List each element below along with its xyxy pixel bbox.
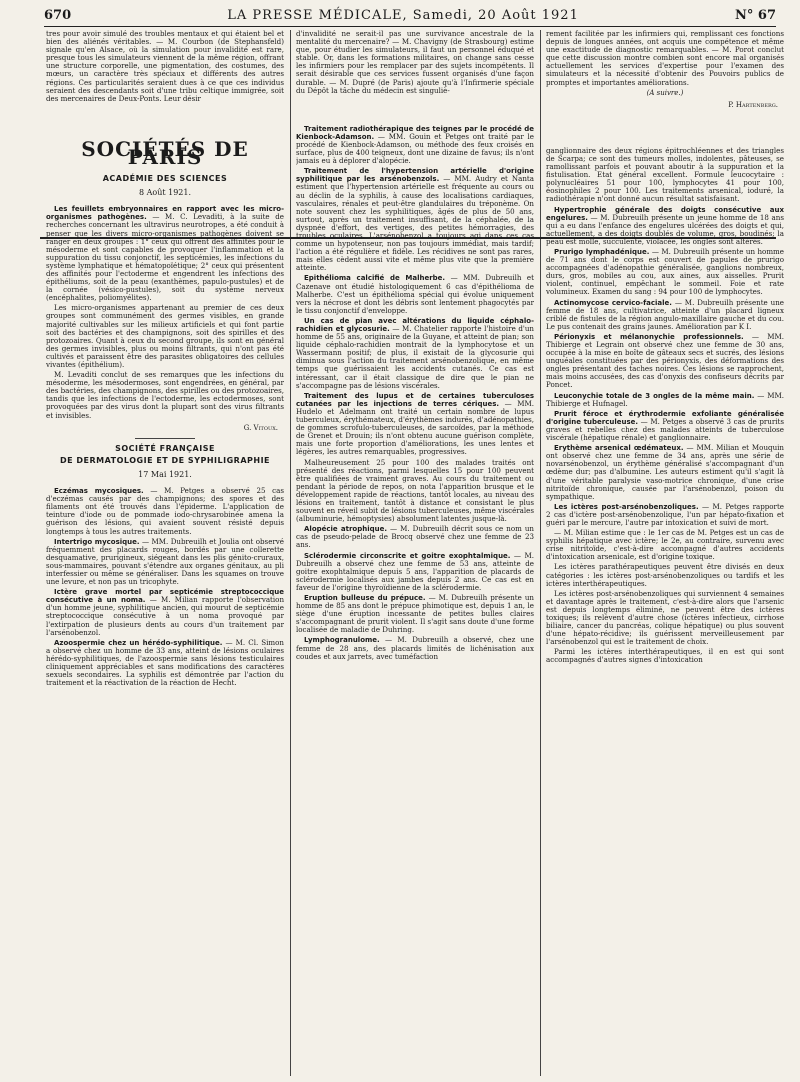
article-paragraph: Azoospermie chez un hérédo-syphilitique. — M. Cl. Simon a observé chez un homme de 33 ans, atteint de lésions oculaires hérédo-syphilitiques, de l'azoospermie sans lésions testiculaires cliniquement appréciables et sans modifications des caractères sexuels secondaires. La syphilis est démontrée par l'action du traitement et la réactivation de la réaction de Hecht. <box>46 637 284 688</box>
society-date: 17 Mai 1921. <box>138 469 192 479</box>
column-divider <box>540 30 541 1076</box>
article-paragraph: Les micro-organismes appartenant au premier de ces deux groupes sont communément des germes visibles, en grande majorité cultivables sur les milieux artificiels et qui font partie soit des bactéries et des champignons, soit des spirilles et des protozoaires. Quant à ceux du second groupe, ils sont en général des germes invisibles, plus ou moins filtrants, qui n'ont pas été cultivés et paraissent être des parasites obligatoires des cellules vivantes (épithélium). <box>46 303 284 369</box>
article-paragraph: Epithélioma calcifié de Malherbe. — MM. Dubreuilh et Cazenave ont étudié histologiquement 6 cas d'épithélioma de Malherbe. C'est un épithélioma spécial qui évolue uniquement vers la nécrose et dont les débris sont lentement phagocytés par le tissu conjonctif d'enveloppe. <box>296 273 534 315</box>
article-paragraph: Un cas de pian avec altérations du liquide céphalo-rachidien et glycosurie. — M. Chatelier rapporte l'histoire d'un homme de 55 ans, originaire de la Guyane, et atteint de pian; son liquide céphalo-rachidien montrait de la lymphocytose et un Wassermann positif; de plus, il existait de la glycosurie qui diminua sous l'action du traitement arsénobenzolique, en même temps que guérissaient les accidents cutanés. Ce cas est intéressant, car il était classique de dire que le pian ne s'accompagne pas de lésions viscérales. <box>296 316 534 390</box>
article-paragraph: Lymphogranulome. — M. Dubreuilh a observé, chez une femme de 28 ans, des placards limités de lichénisation aux coudes et aux jarrets, avec tuméfaction <box>296 635 534 661</box>
article-paragraph: Les ictères post-arsénobenzoliques. — M. Petges rapporte 2 cas d'ictère post-arsénobenzolique, l'un par hépato-fixation et guéri par le mercure, l'autre par intoxication et suivi de mort. <box>546 501 784 527</box>
article-paragraph: Malheureusement 25 pour 100 des malades traités ont présenté des réactions, parmi lesquelles 15 pour 100 peuvent être qualifiées de vraiment graves. Au cours du traitement ou pendant la période de repos, on nota l'apparition brusque et le développement rapide de réactions, tantôt locales, au niveau des lésions en traitement, tantôt à distance et consistant le plus souvent en réveil subit de lésions tuberculeuses, même viscérales (albuminurie, hémoptysies) absolument latentes jusque-là. <box>296 457 534 524</box>
article-paragraph: Actinomycose cervico-faciale. — M. Dubreuilh présente une femme de 18 ans, cultivatrice, atteinte d'un placard ligneux criblé de fistules de la région angulo-maxillaire gauche et du cou. Le pus contenait des grains jaunes. Amélioration par K I. <box>546 297 784 331</box>
column-2 <box>296 30 534 1076</box>
article-paragraph: Sclérodermie circonscrite et goitre exophtalmique. — M. Dubreuilh a observé chez une femme de 53 ans, atteinte de goitre exophtalmique depuis 5 ans, l'apparition de placards de sclérodermie localisés aux jambes depuis 2 ans. Ce cas est en faveur de l'origine thyroïdienne de la sclérodermie. <box>296 550 534 592</box>
article-paragraph: Eruption bulleuse du prépuce. — M. Dubreuilh présente un homme de 85 ans dont le prépuce phimotique est, depuis 1 an, le siège d'une éruption incessante de petites bulles claires s'accompagnant de prurit violent. Il s'agit sans doute d'une forme localisée de maladie de Duhring. <box>296 593 534 635</box>
article-paragraph: Ictère grave mortel par septicémie streptococcique consécutive à un noma. — M. Milian rapporte l'observation d'un homme jeune, syphilitique ancien, qui mourut de septicémie streptococcique consécutive à un noma provoqué par l'extirpation de plusieurs dents au cours d'un traitement par l'arsénobenzol. <box>46 588 284 637</box>
column-divider <box>290 30 291 1076</box>
article-paragraph: Eczémas mycosiques. — M. Petges a observé 25 cas d'eczémas causés par des champignons; des spores et des filaments ont été trouvés dans l'épiderme. L'application de teinture d'iode ou de pommade iodo-chrysarobinée amena la guérison des lésions, qui avaient souvent résisté depuis longtemps à tous les autres traitements. <box>46 486 284 536</box>
article-paragraph: Les ictères parathérapeutiques peuvent être divisés en deux catégories : les ictères post-arsénobenzoliques ou tardifs et les ictères interthérapeutiques. <box>546 562 784 588</box>
signature: P. Hartenberg. <box>728 100 778 109</box>
article-paragraph: Leuconychie totale de 3 ongles de la même main. — MM. Thibierge et Hufnagel. <box>546 390 784 408</box>
article-paragraph: Les feuillets embryonnaires en rapport avec les micro-organismes pathogènes. — M. C. Levaditi, à la suite de recherches concernant les ultravirus neurotropes, a été conduit à penser que les divers micro-organismes pathogènes doivent se ranger en deux groupes : 1° ceux qui offrent des affinités pour le mésoderme et sont capables de provoquer l'inflammation et la suppuration du tissu conjonctif, les septicémies, les infections du système lymphatique et hématopoïétique; 2° ceux qui présentent des affinités pour l'ectoderme et engendrent les infections des épithéliums, soit de la peau (exanthèmes, papulo-pustules) et de la cornée (vésico-pustules), soit du système nerveux (encéphalites, poliomyélites). <box>46 205 284 303</box>
article-paragraph: Prurigo lymphadénique. — M. Dubreuilh présente un homme de 71 ans dont le corps est couvert de papules de prurigo accompagnées d'adénopathie généralisée, ganglions nombreux, durs, gros, mobiles au cou, aux aines, aux aisselles. Prurit violent, continuel, empêchant le sommeil. Foie et rate volumineux. Examen du sang : 94 pour 100 de lymphocytes. <box>546 246 784 297</box>
article-paragraph: Traitement radiothérapique des teignes par le procédé de Kienbock-Adamson. — MM. Gouin et Petges ont traité par le procédé de Kienbock-Adamson, ou méthode des feux croisés en surface, plus de 400 teigneux, dont une dizaine de favus; ils n'ont jamais eu à déplorer d'alopécie. <box>296 124 534 166</box>
top-text-col2: d'invalidité ne serait-il pas une survivance ancestrale de la mentalité du mercenaire? — M. Chavigny (de Strasbourg) estime que, pour étudier les simulateurs, il faut un personnel éduqué et stable. Or, dans les formations militaires, on change sans cesse les infirmiers pour les remplacer par des sujets incompétents. Il serait désirable que ces services fussent organisés d'une façon durable. — M. Dupré (de Paris) ajoute qu'à l'Infirmerie spéciale du Dépôt la tâche du médecin est singuliè- <box>296 30 534 95</box>
article-paragraph: Prurit féroce et érythrodermie exfoliante généralisée d'origine tuberculeuse. — M. Petges a observé 3 cas de prurits graves et rebelles chez des malades atteints de tuberculose viscérale (hépatique rénale) et ganglionnaire. <box>546 409 784 443</box>
article-paragraph: Intertrigo mycosique. — MM. Dubreuilh et Joulia ont observé fréquemment des placards rouges, bordés par une collerette desquamative, prurigineux, siégeant dans les plis génito-cruraux, sous-mammaires, pouvant s'étendre aux organes génitaux, au pli interfessier ou même se généraliser. Dans les squames on trouve une levure, et non pas un tricophyte. <box>46 536 284 587</box>
signature: G. Vitoux. <box>243 423 278 432</box>
to-be-continued: (A suivre.) <box>646 88 684 97</box>
journal-title: LA PRESSE MÉDICALE, Samedi, 20 Août 1921 <box>227 7 579 23</box>
article-paragraph: Traitement des lupus et de certaines tuberculoses cutanées par les injections de terres cériques. — MM. Hudelo et Adelmann ont traité un certain nombre de lupus tuberculeux, érythémateux, d'érythèmes indurés, d'adénopathies, de gommes scrofulo-tuberculeuses, de sarcoïdes, par la méthode de Grenet et Drouin; ils n'ont obtenu aucune guérison complète, mais une forte proportion d'améliorations, les unes lentes et légères, les autres remarquables, progressives. <box>296 391 534 457</box>
article-paragraph: — M. Milian estime que : le 1er cas de M. Petges est un cas de syphilis hépatique avec ictère; le 2e, au contraire, survenu avec crise nitritoïde, c'est-à-dire accompagné d'autres accidents d'intoxication arsenicale, est d'origine toxique. <box>546 528 784 562</box>
article-paragraph: M. Levaditi conclut de ses remarques que les infections du mésoderme, les mésodermoses, sont engendrées, en général, par des bactéries, des champignons, des spirilles ou des protozoaires, tandis que les infections de l'ectoderme, les ectodermoses, sont provoquées par des virus dont la plupart sont des virus filtrants et invisibles. <box>46 370 284 420</box>
society-heading-2: DE DERMATOLOGIE ET DE SYPHILIGRAPHIE <box>59 455 271 465</box>
page-number: 670 <box>44 7 72 23</box>
article-paragraph: Traitement de l'hypertension artérielle d'origine syphilitique par les arsénobenzols. — MM. Audry et Nanta estiment que l'hypertension artérielle est fréquente au cours ou au déclin de la syphilis, à cause des localisations cardiaques, vasculaires, rénales et peut-être glandulaires du tréponème. On note souvent chez les syphilitiques, âgés de plus de 50 ans, surtout, après un traitement insuffisant, de la céphalée, de la dyspnée d'effort, des vertiges, des petites hémorragies, des troubles oculaires. L'arsénobenzol a toujours agi dans ces cas comme un hypotenseur, non pas toujours immédiat, mais tardif; l'action a été régulière et fidèle. Les récidives ne sont pas rares, mais elles cèdent aussi vite et même plus vite que la première atteinte. <box>296 167 534 273</box>
article-paragraph: Parmi les ictères interthérapeutiques, il en est qui sont accompagnés d'autres signes d'intoxication <box>546 647 784 665</box>
article-paragraph: Alopécie atrophique. — M. Dubreuilh décrit sous ce nom un cas de pseudo-pelade de Brocq observé chez une femme de 23 ans. <box>296 524 534 550</box>
divider <box>135 438 195 439</box>
page-header <box>44 4 776 27</box>
article-paragraph: Erythème arsenical œdémateux. — MM. Milian et Mouquin ont observé chez une femme de 34 ans, après une série de novarsénobenzol, un érythème généralisé s'accompagnant d'un œdème dur; pas d'albumine. Les auteurs estiment qu'il s'agit là d'une véritable paralysie vaso-motrice chronique, d'une crise nitritoïde chronique, causée par l'arsénobenzol, poison du sympathique. <box>546 443 784 501</box>
issue-number: N° 67 <box>734 7 776 23</box>
columns <box>40 30 784 1076</box>
article-paragraph: Hypertrophie générale des doigts consécutive aux engelures. — M. Dubreuilh présente un jeune homme de 18 ans qui a eu dans l'enfance des engelures ulcérées des doigts et qui, actuellement, a des doigts doublés de volume, gros, boudinés; la peau est molle, succulente, violacée, les ongles sont altérés. <box>546 205 784 246</box>
article-paragraph: Les ictères post-arsénobenzoliques qui surviennent 4 semaines et davantage après le traitement, c'est-à-dire alors que l'arsenic est depuis longtemps éliminé, ne peuvent être des ictères toxiques; ils relèvent d'autre chose (ictères infectieux, cirrhose biliaire, cancer du pancréas, colique hépatique) ou plus souvent d'une hépato-récidive; ils guérissent merveilleusement par l'arsénobenzol qui est le traitement de choix. <box>546 588 784 647</box>
academie-date: 8 Août 1921. <box>138 188 192 198</box>
article-paragraph: ganglionnaire des deux régions épitrochléennes et des triangles de Scarpa; ce sont des tumeurs molles, indolentes, pâteuses, se ramollissant parfois et pouvant aboutir à la suppuration et la fistulisation. Etat général excellent. Formule leucocytaire : polynucléaires 51 pour 100, lymphocytes 41 pour 100, éosinophiles 2 pour 100. Les traitements arsenical, ioduré, la radiothérapie n'ont donné aucun résultat satisfaisant. <box>546 145 784 204</box>
society-heading-1: SOCIÉTÉ FRANÇAISE <box>115 443 215 453</box>
column-1 <box>46 30 284 1076</box>
article-paragraph: Périonyxis et mélanonychie professionnels. — MM. Thibierge et Legrain ont observé chez une femme de 30 ans, occupée à la mise en boîte de gâteaux secs et sucrés, des lésions unguéales constituées par des périonyxis, des déformations des ongles présentant des taches noires. Ces lésions se rapprochent, mais moins accusées, des cas d'onyxis des confiseurs décrits par Poncet. <box>546 331 784 390</box>
top-text-col1: tres pour avoir simulé des troubles mentaux et qui étaient bel et bien des aliénés véritables. — M. Courbon (de Stephansfeld) signale qu'en Alsace, où la simulation pour invalidité est rare, presque tous les simulateurs viennent de la même région, offrant une structure corporelle, une pigmentation, des costumes, des mœurs, un caractère très spéciaux et différents des autres régions. Ces particularités seraient dues à ce que ces individus seraient des descendants soit d'une tribu celtique immigrée, soit des mercenaires de Deux-Ponts. Leur désir <box>46 30 284 103</box>
academie-heading: ACADÉMIE DES SCIENCES <box>102 174 228 184</box>
top-text-col3: rement facilitée par les infirmiers qui, remplissant ces fonctions depuis de longues années, ont acquis une compétence et même une exactitude de diagnostic remarquables. — M. Porot conclut que cette discussion montre combien sont encore mal organisés actuellement les services d'expertise pour l'examen des simulateurs et la nécessité d'obtenir des Pouvoirs publics de promptes et importantes améliorations. <box>546 30 784 87</box>
section-title: SOCIÉTÉS DE PARIS <box>81 136 249 169</box>
column-3 <box>546 30 784 1076</box>
